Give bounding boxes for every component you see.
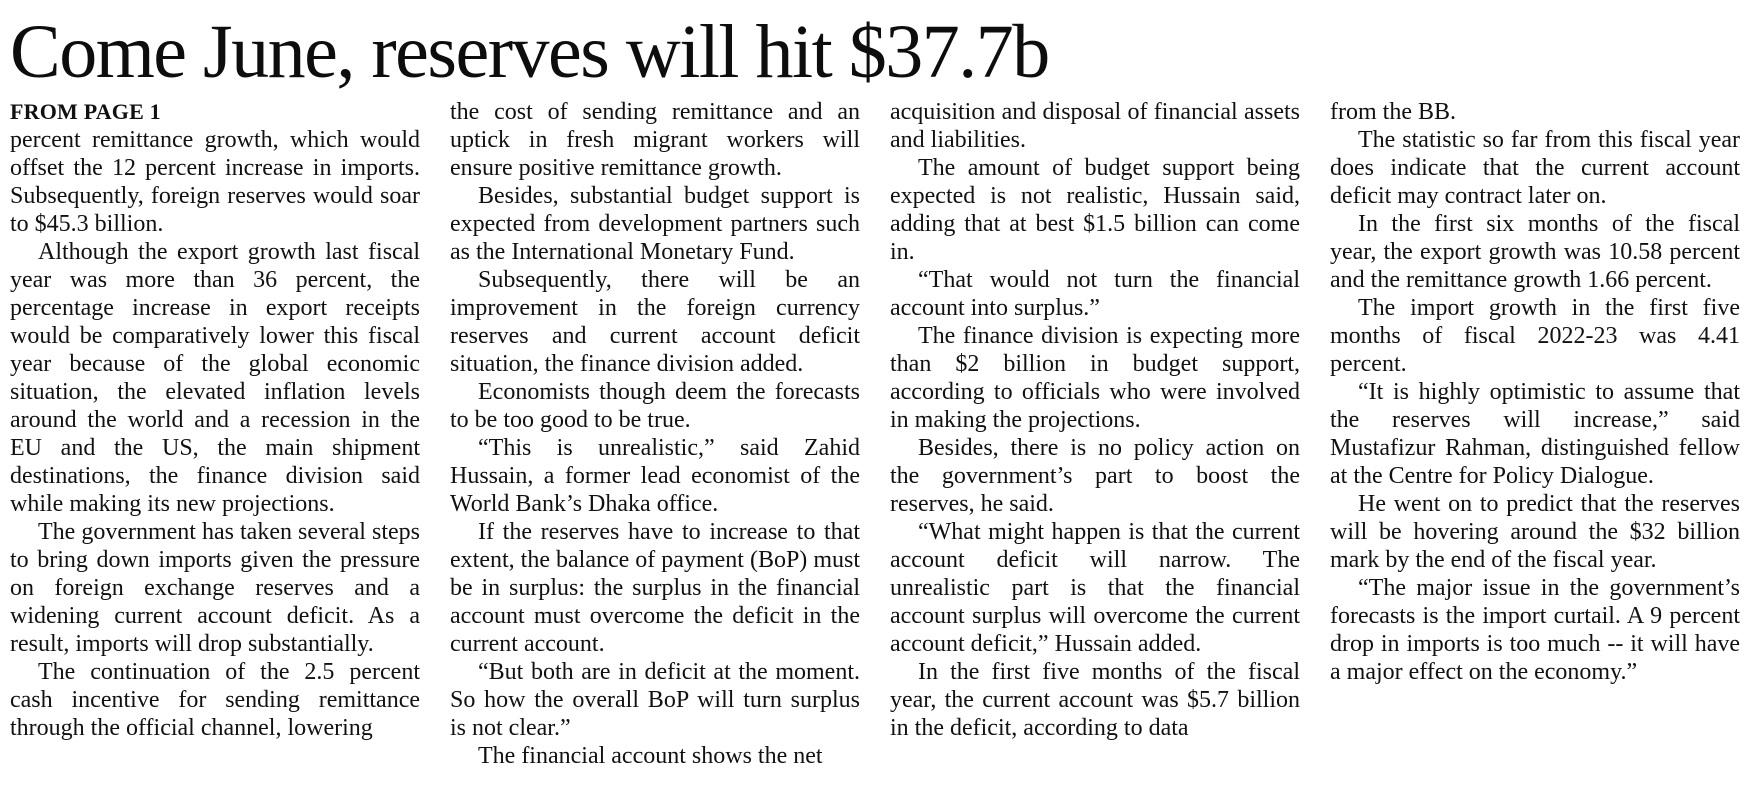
column-3 [890, 98, 1300, 806]
column-4 [1330, 98, 1740, 806]
paragraph: percent remittance growth, which would offset the 12 percent increase in imports. Subsequently, foreign reserves would soar to $45.3 billion. [10, 127, 420, 237]
headline: Come June, reserves will hit $37.7b [10, 10, 1049, 94]
paragraph: Although the export growth last fiscal year was more than 36 percent, the percentage increase in export receipts would be comparatively lower this fiscal year because of the global economic situation, the elevated inflation levels around the world and a recession in the EU and the US, the main shipment destinations, the finance division said while making its new projections. [10, 239, 420, 517]
paragraph: “What might happen is that the current account deficit will narrow. The unrealistic part is that the financial account surplus will overcome the current account deficit,” Hussain added. [890, 519, 1300, 657]
paragraph: “But both are in deficit at the moment. So how the overall BoP will turn surplus is not clear.” [450, 659, 860, 741]
continued-from-kicker: FROM PAGE 1 [10, 99, 161, 124]
column-1 [10, 98, 420, 806]
paragraph: Subsequently, there will be an improvement in the foreign currency reserves and current account deficit situation, the finance division added. [450, 267, 860, 377]
paragraph: the cost of sending remittance and an uptick in fresh migrant workers will ensure positive remittance growth. [450, 99, 860, 181]
paragraph: “This is unrealistic,” said Zahid Hussain, a former lead economist of the World Bank’s Dhaka office. [450, 435, 860, 517]
column-2 [450, 98, 860, 806]
paragraph: If the reserves have to increase to that extent, the balance of payment (BoP) must be in surplus: the surplus in the financial account must overcome the deficit in the current account. [450, 519, 860, 657]
paragraph: “That would not turn the financial account into surplus.” [890, 267, 1300, 321]
paragraph: The amount of budget support being expected is not realistic, Hussain said, adding that at best $1.5 billion can come in. [890, 155, 1300, 265]
paragraph: The financial account shows the net [478, 743, 823, 769]
paragraph: The finance division is expecting more than $2 billion in budget support, according to officials who were involved in making the projections. [890, 323, 1300, 433]
paragraph: “The major issue in the government’s forecasts is the import curtail. A 9 percent drop in imports is too much -- it will have a major effect on the economy.” [1330, 575, 1740, 685]
paragraph: The government has taken several steps to bring down imports given the pressure on foreign exchange reserves and a widening current account deficit. As a result, imports will drop substantially. [10, 519, 420, 657]
paragraph: In the first six months of the fiscal year, the export growth was 10.58 percent and the remittance growth 1.66 percent. [1330, 211, 1740, 293]
paragraph: acquisition and disposal of financial assets and liabilities. [890, 99, 1300, 153]
paragraph: The continuation of the 2.5 percent cash incentive for sending remittance through the official channel, lowering [10, 659, 420, 741]
paragraph: from the BB. [1330, 99, 1456, 125]
paragraph: In the first five months of the fiscal year, the current account was $5.7 billion in the deficit, according to data [890, 659, 1300, 741]
paragraph: “It is highly optimistic to assume that the reserves will increase,” said Mustafizur Rahman, distinguished fellow at the Centre for Policy Dialogue. [1330, 379, 1740, 489]
paragraph: Besides, substantial budget support is expected from development partners such as the International Monetary Fund. [450, 183, 860, 265]
paragraph: The statistic so far from this fiscal year does indicate that the current account deficit may contract later on. [1330, 127, 1740, 209]
paragraph: Economists though deem the forecasts to be too good to be true. [450, 379, 860, 433]
article-body [10, 98, 1740, 806]
paragraph: He went on to predict that the reserves will be hovering around the $32 billion mark by the end of the fiscal year. [1330, 491, 1740, 573]
paragraph: The import growth in the first five months of fiscal 2022-23 was 4.41 percent. [1330, 295, 1740, 377]
paragraph: Besides, there is no policy action on the government’s part to boost the reserves, he said. [890, 435, 1300, 517]
